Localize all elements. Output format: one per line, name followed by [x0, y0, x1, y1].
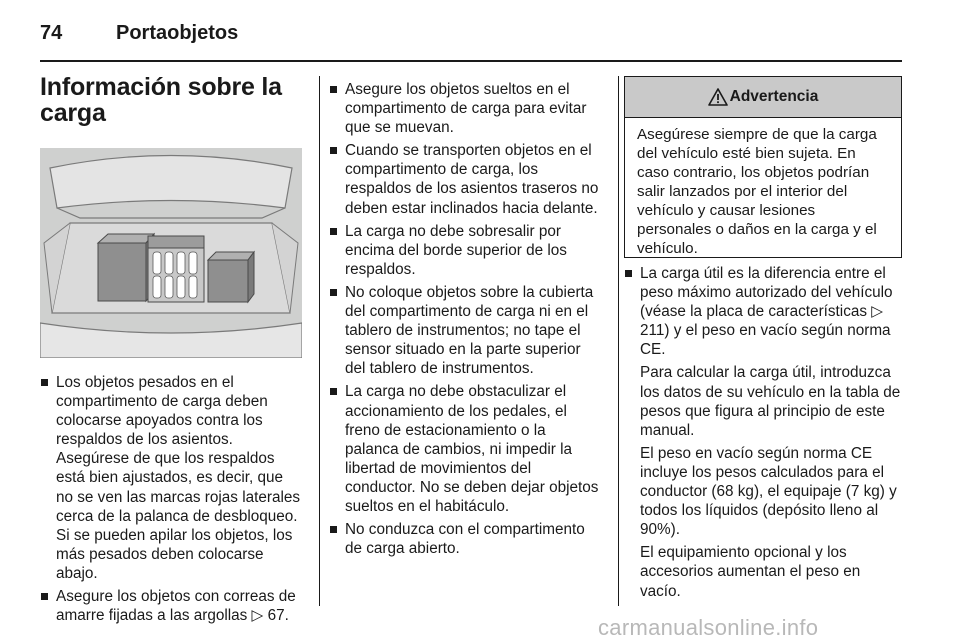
- warning-title: Advertencia: [729, 88, 819, 105]
- warning-header: [625, 77, 901, 118]
- section-title: Información sobre la carga: [40, 73, 282, 127]
- watermark: carmanualsonline.info: [598, 615, 819, 640]
- bullet-icon: [330, 228, 337, 235]
- bullet-icon: [330, 289, 337, 296]
- warning-box: [624, 76, 902, 258]
- paragraph: Para calcular la carga útil, introduzca los datos de su vehículo en la tabla de pesos que figura al principio de este manual.: [640, 364, 901, 439]
- column-middle: [330, 80, 603, 562]
- bullet-icon: [330, 526, 337, 533]
- cargo-trunk-drawing: [40, 148, 302, 358]
- page-number: 74: [40, 22, 63, 44]
- list-item: La carga no debe obstaculizar el accionamiento de los pedales, el freno de estacionamiento o la palanca de cambios, ni impedir la libertad de movimientos del conductor. No se deben dejar objetos sueltos en el habitáculo.: [330, 382, 603, 516]
- header-rule: [40, 60, 902, 62]
- list-item: Asegure los objetos sueltos en el compartimento de carga para evitar que se muevan.: [330, 80, 603, 137]
- paragraph: El peso en vacío según norma CE incluye los pesos calculados para el conductor (68 kg), el equipaje (7 kg) y todos los líquidos (depósito lleno al 90%).: [640, 444, 897, 539]
- bullet-icon: [330, 86, 337, 93]
- bullet-icon: [330, 388, 337, 395]
- list-item: Los objetos pesados en el compartimento de carga deben colocarse apoyados contra los respaldos de los asientos. Asegúrese de que los respaldos está bien ajustados, es decir, que no se ven las marcas rojas laterales cerca de la palanca de desbloqueo. Si se pueden apilar los objetos, los más pesados deben colocarse abajo.: [41, 373, 303, 583]
- column-right: [625, 264, 902, 605]
- column-divider: [618, 76, 619, 606]
- bullet-icon: [625, 270, 632, 277]
- list-item: Cuando se transporten objetos en el compartimento de carga, los respaldos de los asientos traseros no deben estar inclinados hacia delante.: [330, 141, 603, 217]
- cargo-illustration: [40, 148, 302, 358]
- list-item: Asegure los objetos con correas de amarre fijadas a las argollas ▷ 67.: [41, 587, 303, 625]
- warning-text: Asegúrese siempre de que la carga del vehículo esté bien sujeta. En caso contrario, los objetos podrían salir lanzados por el interior del vehículo y causar lesiones personales o daños en la carga y el vehículo.: [637, 126, 877, 257]
- bullet-icon: [330, 147, 337, 154]
- list-item: La carga no debe sobresalir por encima del borde superior de los respaldos.: [330, 222, 603, 279]
- bullet-icon: [41, 593, 48, 600]
- chapter-title: Portaobjetos: [116, 22, 239, 44]
- list-item: La carga útil es la diferencia entre el peso máximo autorizado del vehículo (véase la placa de características ▷ 211) y el peso en vacío según norma CE.: [625, 264, 902, 359]
- column-divider: [319, 76, 320, 606]
- paragraph: El equipamiento opcional y los accesorios aumentan el peso en vacío.: [640, 544, 861, 600]
- list-item: No conduzca con el compartimento de carga abierto.: [330, 520, 603, 558]
- list-item: No coloque objetos sobre la cubierta del compartimento de carga ni en el tablero de instrumentos; no tape el sensor situado en la parte superior del tablero de instrumentos.: [330, 283, 603, 378]
- bullet-icon: [41, 379, 48, 386]
- page-header: [40, 18, 902, 58]
- column-left: [41, 373, 303, 629]
- warning-triangle-icon: [708, 88, 728, 106]
